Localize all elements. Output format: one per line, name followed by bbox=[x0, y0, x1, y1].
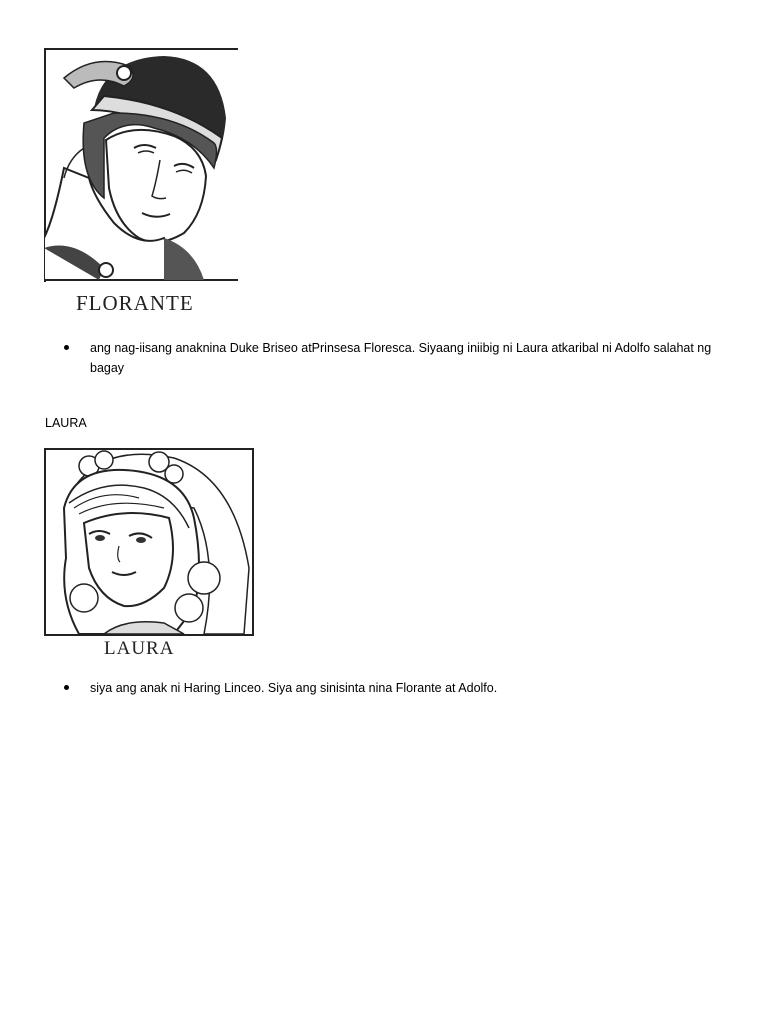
florante-description: ang nag-iisang anaknina Duke Briseo atPrinsesa Floresca. Siyaang iniibig ni Laura atkaribal ni Adolfo salahat ng bagay bbox=[90, 341, 712, 375]
laura-description: siya ang anak ni Haring Linceo. Siya ang sinisinta nina Florante at Adolfo. bbox=[90, 681, 498, 695]
laura-caption: LAURA bbox=[104, 638, 175, 659]
bullet-icon bbox=[64, 685, 69, 690]
laura-heading: LAURA bbox=[45, 416, 87, 430]
florante-portrait bbox=[44, 48, 238, 282]
florante-illustration bbox=[44, 48, 238, 282]
bullet-icon bbox=[64, 345, 69, 350]
laura-portrait bbox=[44, 448, 254, 638]
laura-illustration bbox=[44, 448, 254, 638]
florante-caption: FLORANTE bbox=[76, 291, 194, 315]
